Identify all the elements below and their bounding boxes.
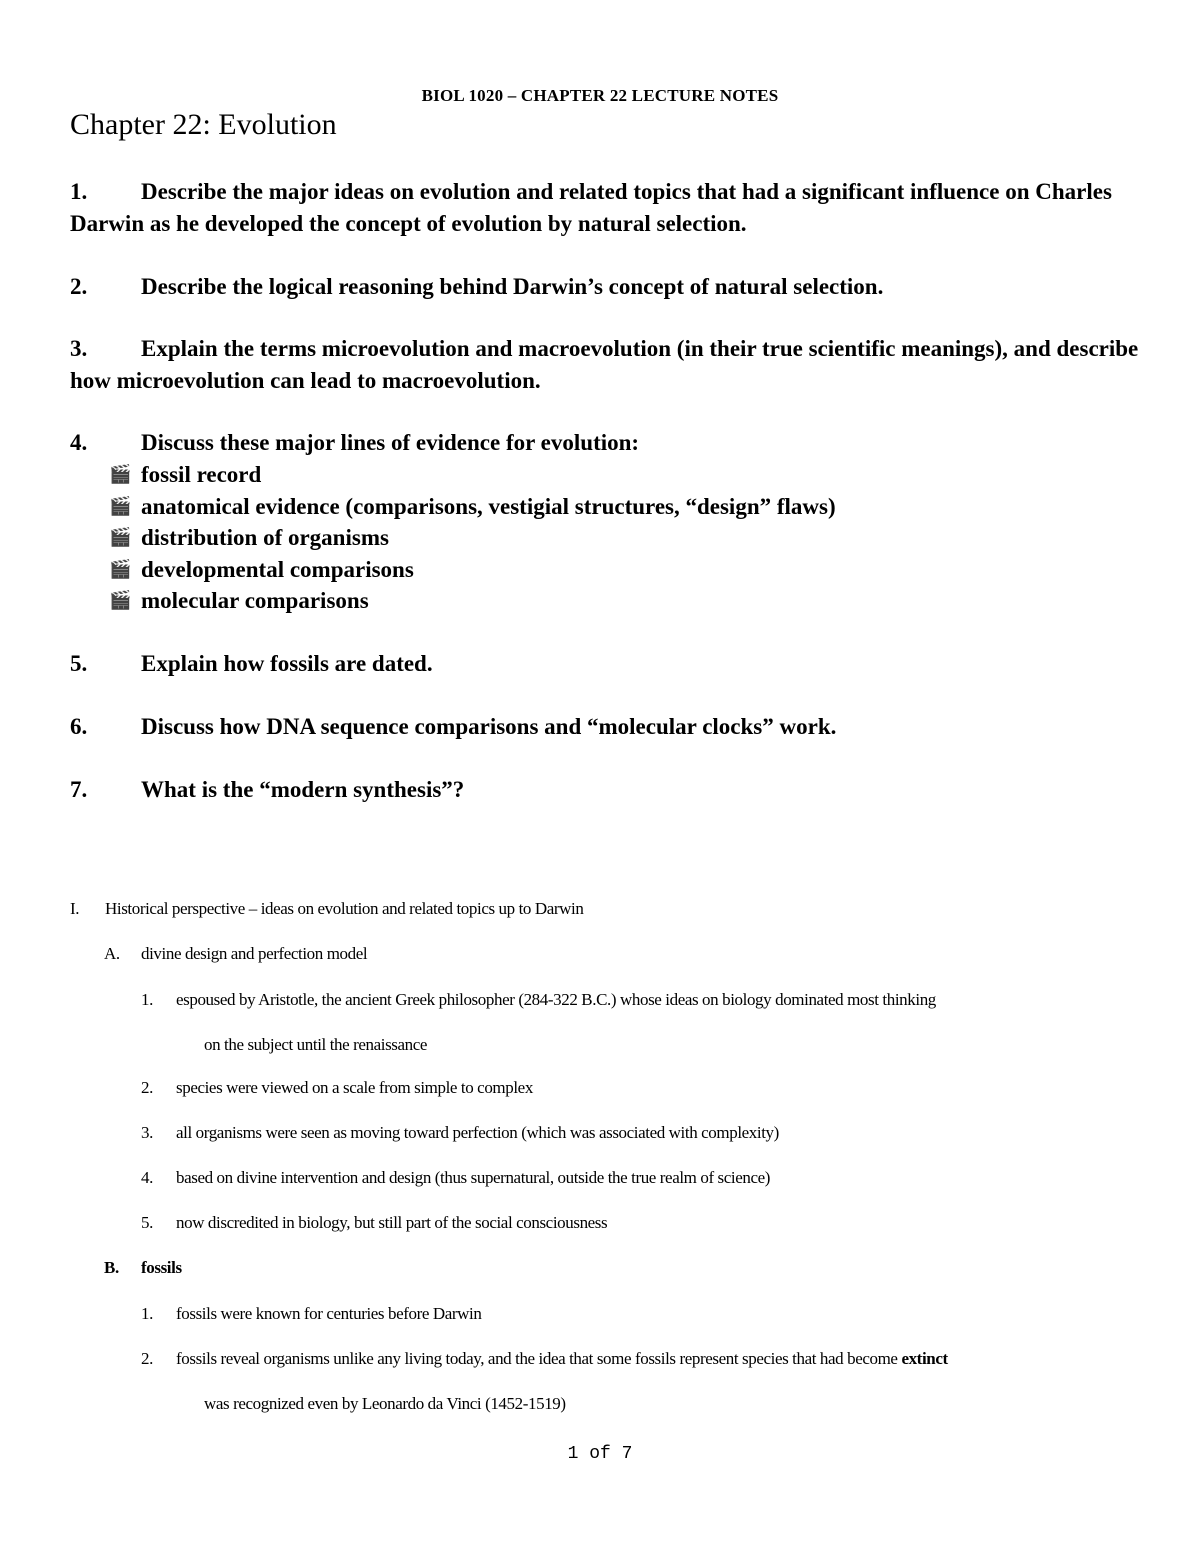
objective-number: 7.: [70, 777, 88, 802]
list-item: 🎬 molecular comparisons: [109, 585, 836, 617]
outline-heading: divine design and perfection model: [141, 944, 368, 963]
objective-4: [70, 427, 1140, 459]
outline-label: 2.: [141, 1349, 153, 1368]
objective-7: [70, 774, 1140, 806]
objective-number: 1.: [70, 179, 88, 204]
chapter-title: Chapter 22: Evolution: [70, 108, 337, 141]
objective-text: Describe the logical reasoning behind Darwin’s concept of natural selection.: [141, 274, 884, 299]
objective-number: 2.: [70, 274, 88, 299]
list-item: 🎬 anatomical evidence (comparisons, vestigial structures, “design” flaws): [109, 491, 836, 523]
outline-item: [141, 1349, 948, 1369]
objective-text: Describe the major ideas on evolution and related topics that had a significant influence on Charles Darwin as he developed the concept of evolution by natural selection.: [70, 179, 1112, 236]
clapperboard-icon: 🎬: [109, 590, 132, 610]
objective-text: Discuss these major lines of evidence for evolution:: [141, 430, 640, 455]
outline-text: fossils were known for centuries before Darwin: [176, 1304, 482, 1323]
objective-number: 3.: [70, 336, 88, 361]
outline-label: I.: [70, 899, 80, 918]
clapperboard-icon: 🎬: [109, 495, 132, 516]
running-header: BIOL 1020 – CHAPTER 22 LECTURE NOTES: [421, 86, 779, 105]
outline-text: based on divine intervention and design (thus supernatural, outside the true realm of science): [176, 1168, 771, 1187]
outline-item: [141, 1304, 481, 1324]
objective-6: [70, 711, 1140, 743]
outline-item: [141, 990, 936, 1010]
outline-heading: Historical perspective – ideas on evolution and related topics up to Darwin: [105, 899, 584, 918]
list-item: 🎬 developmental comparisons: [109, 554, 836, 586]
outline-text: espoused by Aristotle, the ancient Greek philosopher (284-322 B.C.) whose ideas on biology dominated most thinking: [176, 990, 936, 1009]
outline-text: now discredited in biology, but still part of the social consciousness: [176, 1213, 608, 1232]
outline-section-I: [70, 899, 583, 919]
clapperboard-icon: 🎬: [109, 527, 132, 547]
objective-2: [70, 271, 1140, 303]
objective-5: [70, 648, 1140, 680]
evidence-bullet-list: [109, 459, 836, 617]
outline-item-continuation: was recognized even by Leonardo da Vinci (1452-1519): [204, 1394, 566, 1413]
outline-label: B.: [104, 1258, 119, 1277]
objective-text: Discuss how DNA sequence comparisons and “molecular clocks” work.: [141, 714, 837, 739]
outline-item: [141, 1123, 779, 1143]
objective-number: 4.: [70, 430, 88, 455]
list-item: 🎬 distribution of organisms: [109, 522, 836, 554]
outline-subsection-B: [104, 1258, 182, 1278]
outline-item: [141, 1213, 607, 1233]
outline-text: fossils reveal organisms unlike any living today, and the idea that some fossils represent species that had become: [176, 1349, 898, 1368]
objective-1: [70, 176, 1140, 240]
outline-label: 3.: [141, 1123, 153, 1142]
objective-text: Explain how fossils are dated.: [141, 651, 433, 676]
objective-text: Explain the terms microevolution and macroevolution (in their true scientific meanings), and describe how microevolution can lead to macroevolution.: [70, 336, 1139, 393]
clapperboard-icon: 🎬: [109, 558, 132, 579]
list-item: 🎬 fossil record: [109, 459, 836, 491]
outline-heading: fossils: [141, 1258, 182, 1277]
outline-text: all organisms were seen as moving toward perfection (which was associated with complexity): [176, 1123, 779, 1142]
outline-item: [141, 1168, 770, 1188]
outline-item-continuation: on the subject until the renaissance: [204, 1035, 428, 1054]
page-number: 1 of 7: [567, 1444, 633, 1464]
outline-subsection-A: [104, 944, 367, 964]
objective-number: 5.: [70, 651, 88, 676]
emphasized-term: extinct: [901, 1349, 948, 1368]
outline-label: A.: [104, 944, 120, 963]
objective-number: 6.: [70, 714, 88, 739]
objective-3: [70, 333, 1140, 397]
clapperboard-icon: 🎬: [109, 464, 132, 484]
objective-text: What is the “modern synthesis”?: [141, 777, 465, 802]
outline-label: 1.: [141, 1304, 153, 1323]
outline-item: [141, 1078, 533, 1098]
outline-label: 4.: [141, 1168, 153, 1187]
outline-label: 1.: [141, 990, 153, 1009]
outline-label: 5.: [141, 1213, 153, 1232]
outline-text: species were viewed on a scale from simple to complex: [176, 1078, 533, 1097]
outline-label: 2.: [141, 1078, 153, 1097]
